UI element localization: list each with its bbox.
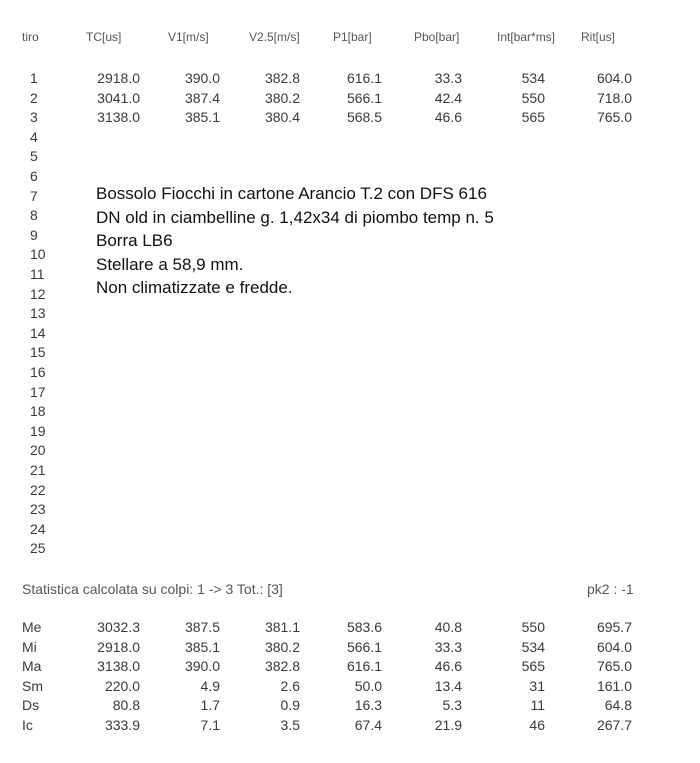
shot-number: 13: [30, 305, 46, 322]
stat-cell: 21.9: [434, 717, 462, 733]
stat-cell: 3.5: [280, 717, 300, 733]
shot-number: 18: [30, 403, 46, 420]
table-cell: 604.0: [596, 70, 632, 86]
stat-cell: 1.7: [200, 697, 220, 714]
shot-number: 16: [30, 364, 46, 380]
stat-cell: 33.3: [434, 638, 462, 655]
stat-cell: 565: [521, 658, 545, 675]
stat-cell: 604.0: [596, 638, 632, 655]
stat-cell: 50.0: [354, 677, 382, 694]
stat-label: Me: [22, 619, 42, 635]
stat-cell: 46.6: [434, 658, 462, 675]
stat-cell: 2918.0: [97, 638, 140, 655]
stat-cell: 40.8: [434, 619, 462, 635]
table-cell: 3041.0: [97, 89, 140, 106]
stat-cell: 267.7: [596, 717, 632, 733]
stat-cell: 64.8: [604, 697, 632, 714]
stat-cell: 333.9: [104, 717, 140, 733]
table-cell: 765.0: [596, 109, 632, 126]
shot-number: 7: [30, 187, 38, 204]
stat-cell: 381.1: [264, 619, 300, 635]
stat-cell: 385.1: [184, 638, 220, 655]
stat-cell: 4.9: [200, 677, 220, 694]
table-cell: 2918.0: [97, 70, 140, 86]
note-line: Borra LB6: [96, 231, 173, 250]
stat-cell: 0.9: [280, 697, 300, 714]
table-cell: 534: [521, 70, 545, 86]
stat-cell: 5.3: [442, 697, 462, 714]
shot-number: 1: [30, 70, 38, 86]
table-cell: 3138.0: [97, 109, 140, 126]
column-header: Int[bar*ms]: [497, 30, 556, 44]
stat-cell: 31: [529, 677, 545, 694]
stat-cell: 695.7: [596, 619, 632, 635]
table-cell: 42.4: [434, 89, 462, 106]
shot-number: 11: [30, 266, 45, 282]
table-cell: 565: [521, 109, 545, 126]
stat-cell: 765.0: [596, 658, 632, 675]
table-cell: 718.0: [596, 89, 632, 106]
stat-label: Mi: [22, 638, 37, 655]
stat-cell: 16.3: [354, 697, 382, 714]
stat-cell: 566.1: [346, 638, 382, 655]
table-cell: 380.4: [264, 109, 300, 126]
table-cell: 380.2: [264, 89, 300, 106]
stat-cell: 387.5: [184, 619, 220, 635]
shot-number: 19: [30, 422, 46, 439]
table-cell: 385.1: [184, 109, 220, 126]
table-cell: 550: [521, 89, 545, 106]
shot-number: 4: [30, 128, 38, 145]
stat-cell: 67.4: [354, 717, 382, 733]
note-line: Non climatizzate e fredde.: [96, 278, 293, 297]
note-line: Stellare a 58,9 mm.: [96, 254, 244, 274]
stat-cell: 46: [529, 717, 545, 733]
shot-number: 23: [30, 501, 46, 518]
shot-number: 21: [30, 462, 46, 478]
stat-cell: 382.8: [264, 658, 300, 675]
pk2-value: pk2 : -1: [587, 581, 634, 597]
stat-cell: 2.6: [280, 677, 300, 694]
shot-number: 3: [30, 109, 38, 126]
shot-number: 25: [30, 540, 46, 557]
stat-cell: 161.0: [596, 677, 632, 694]
table-cell: 616.1: [346, 70, 382, 86]
table-cell: 566.1: [346, 89, 382, 106]
table-cell: 387.4: [184, 89, 220, 106]
column-header: V1[m/s]: [168, 30, 209, 44]
table-cell: 382.8: [264, 70, 300, 86]
column-header: Pbo[bar]: [414, 30, 460, 44]
table-cell: 568.5: [346, 109, 382, 126]
shot-number: 8: [30, 207, 38, 224]
stat-cell: 616.1: [346, 658, 382, 675]
column-header: tiro: [22, 30, 39, 44]
shot-number: 10: [30, 246, 46, 263]
shot-number: 5: [30, 148, 38, 165]
stat-cell: 80.8: [112, 697, 140, 714]
stat-cell: 7.1: [200, 717, 220, 733]
shot-number: 22: [30, 481, 46, 498]
note-line: Bossolo Fiocchi in cartone Arancio T.2 con DFS 616: [96, 184, 487, 203]
shot-number: 17: [30, 383, 46, 400]
shot-number: 12: [30, 285, 46, 302]
column-header: P1[bar]: [333, 30, 372, 44]
stat-cell: 13.4: [434, 677, 462, 694]
table-cell: 390.0: [184, 70, 220, 86]
stat-label: Ic: [22, 717, 33, 733]
shot-number: 9: [30, 226, 38, 243]
shot-number: 15: [30, 344, 46, 361]
stat-cell: 550: [521, 619, 545, 635]
note-line: DN old in ciambelline g. 1,42x34 di piombo temp n. 5: [96, 207, 494, 227]
column-header: V2.5[m/s]: [249, 30, 300, 44]
column-header: Rit[us]: [581, 30, 616, 44]
shot-number: 2: [30, 89, 38, 106]
stat-cell: 534: [521, 638, 545, 655]
stat-cell: 220.0: [104, 677, 140, 694]
shot-number: 14: [30, 324, 46, 341]
stat-label: Ds: [22, 697, 40, 714]
stat-cell: 11: [530, 697, 545, 714]
stat-cell: 3138.0: [97, 658, 140, 675]
shot-number: 6: [30, 168, 38, 184]
column-header: TC[us]: [86, 30, 122, 44]
shot-number: 20: [30, 442, 46, 459]
stat-cell: 3032.3: [97, 619, 140, 635]
statistics-title: Statistica calcolata su colpi: 1 -> 3 Tot.: [3]: [22, 581, 283, 597]
table-cell: 46.6: [434, 109, 462, 126]
stat-label: Sm: [22, 677, 43, 694]
stat-cell: 583.6: [346, 619, 382, 635]
stat-cell: 390.0: [184, 658, 220, 675]
stat-label: Ma: [22, 658, 42, 675]
table-cell: 33.3: [434, 70, 462, 86]
shot-number: 24: [30, 520, 46, 537]
stat-cell: 380.2: [264, 638, 300, 655]
